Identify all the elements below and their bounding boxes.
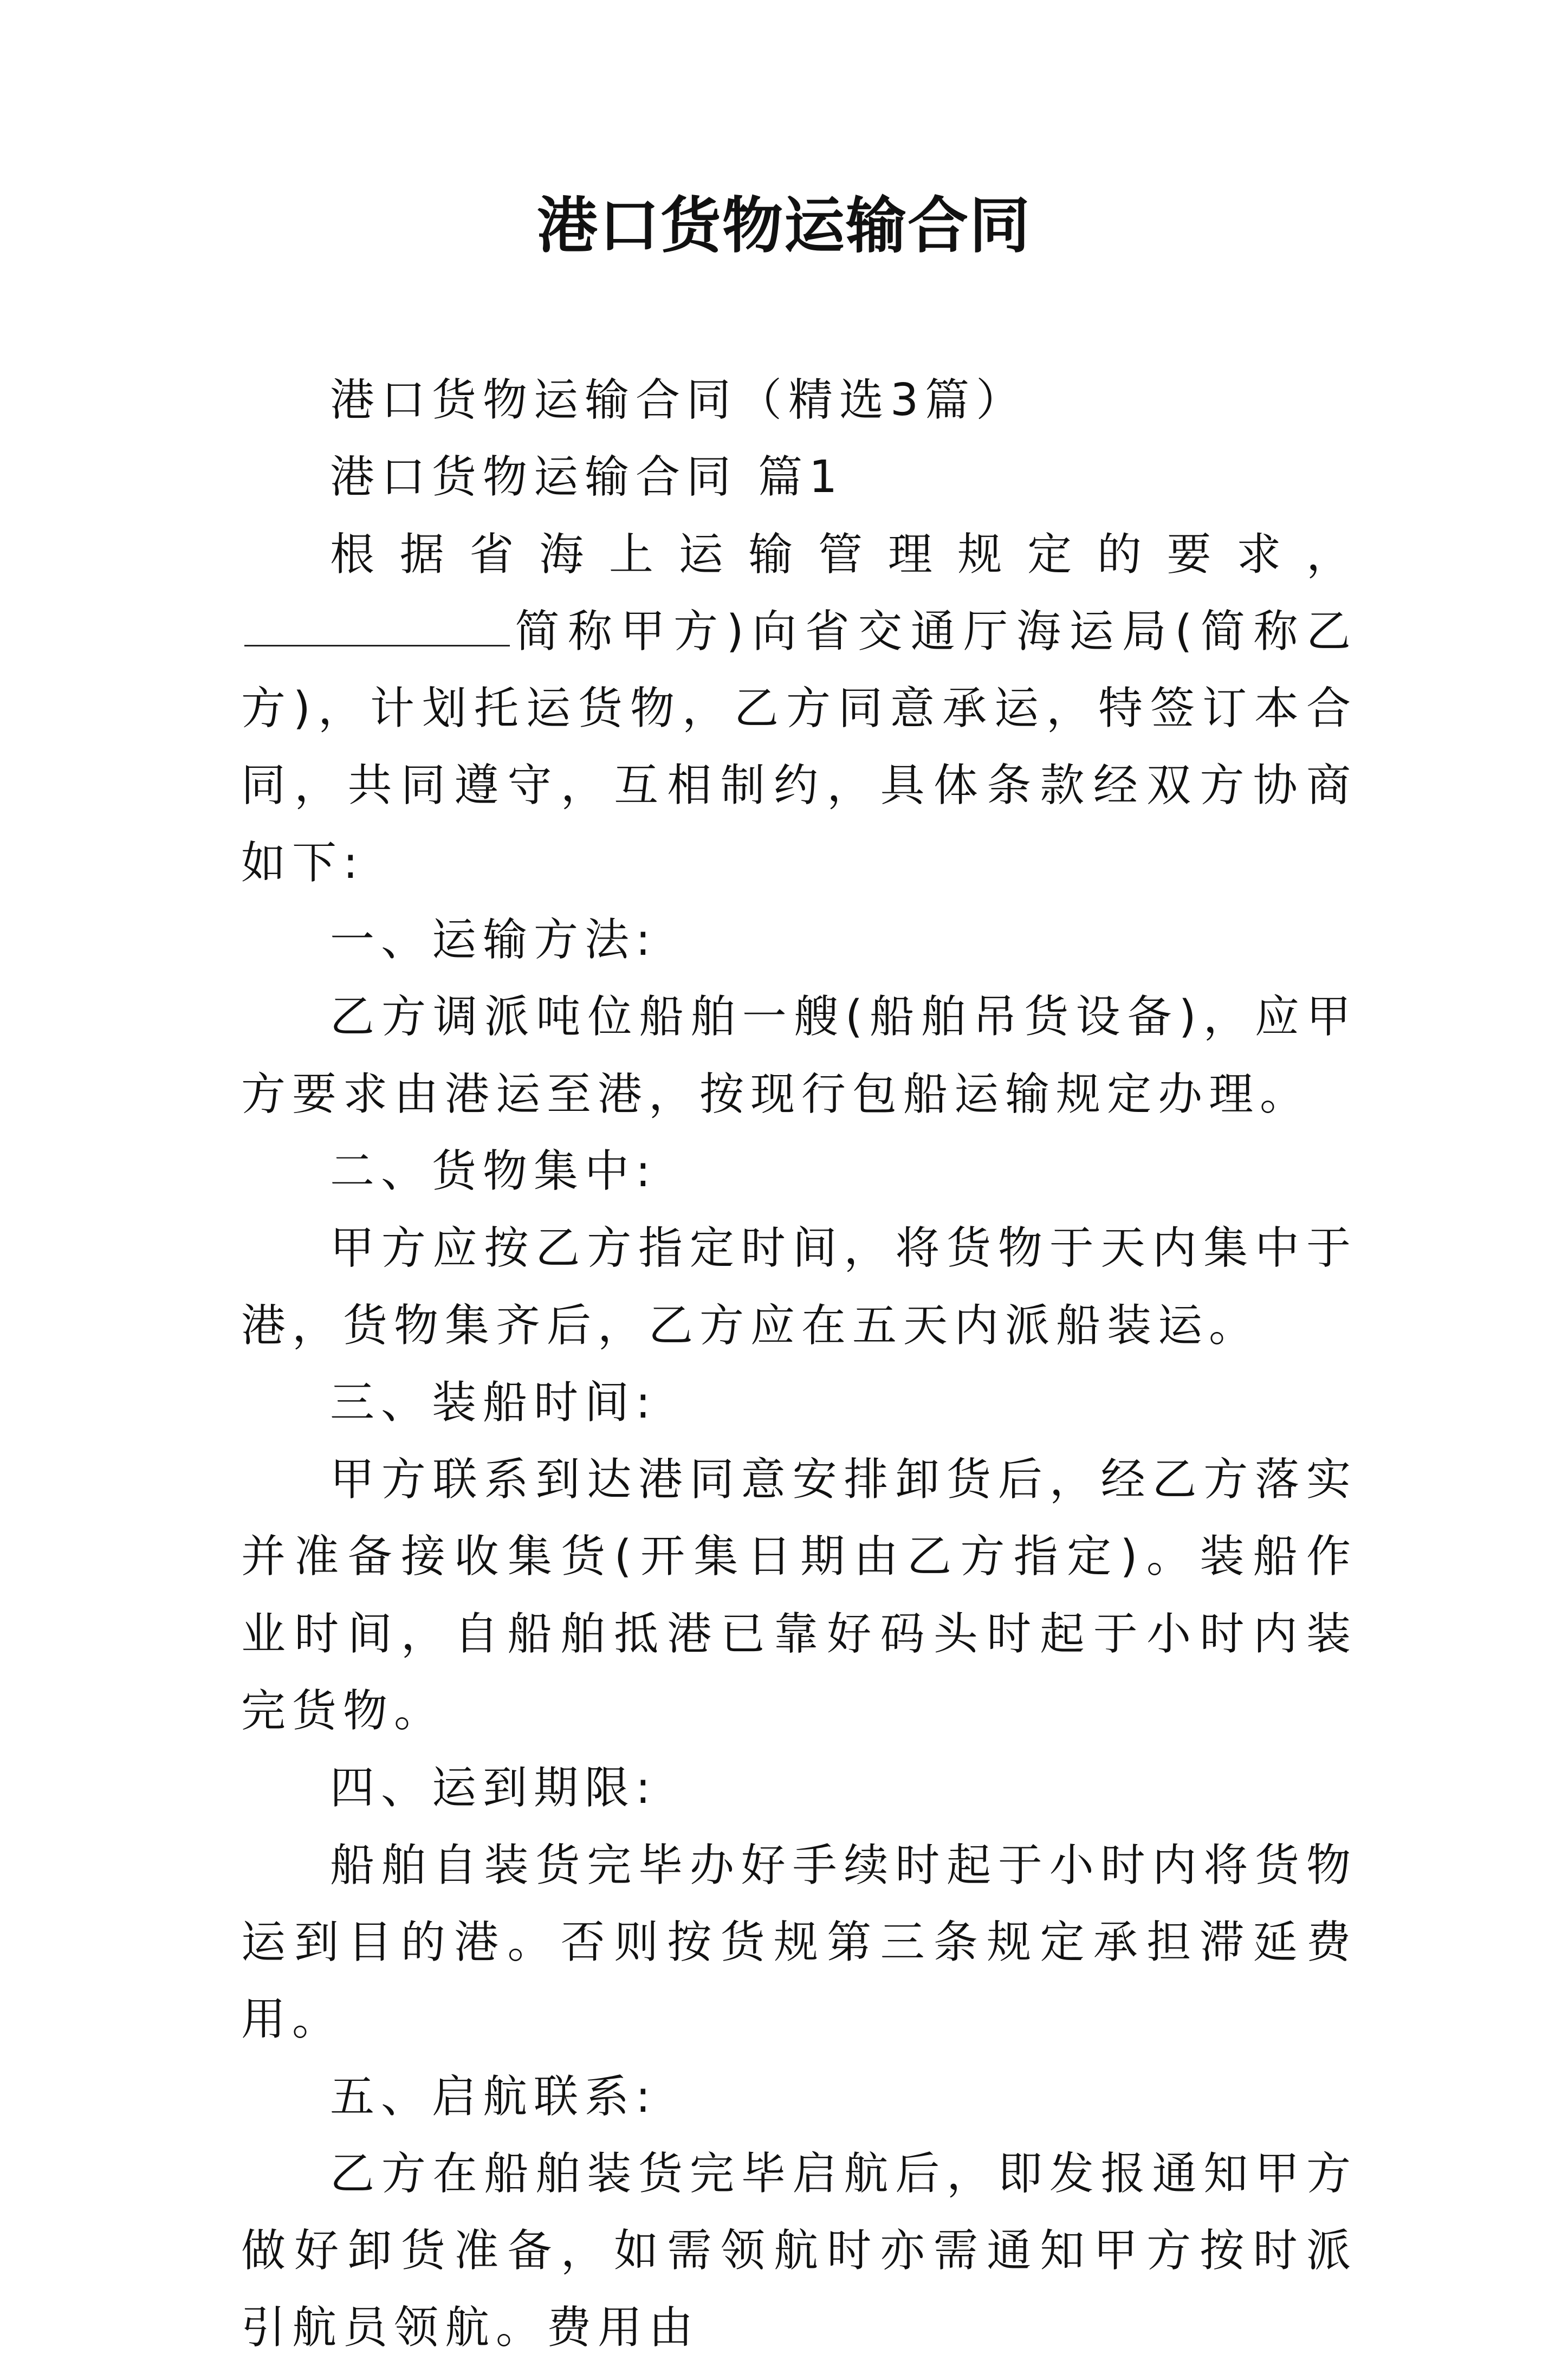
section-heading-1: 一、运输方法: bbox=[330, 914, 657, 966]
intro-text-before: 根据省海上运输管理规定的要求， bbox=[330, 528, 1357, 580]
section-text-5: 乙方在船舶装货完毕启航后，即发报通知甲方做好卸货准备，如需领航时亦需通知甲方按时派引航员领航。费用由 bbox=[241, 2148, 1357, 2354]
section-text-3: 甲方联系到达港同意安排卸货后，经乙方落实并准备接收集货(开集日期由乙方指定)。装船作业时间，自船舶抵港已靠好码头时起于小时内装完货物。 bbox=[241, 1454, 1357, 1737]
document-body bbox=[241, 362, 1357, 2367]
section-heading-2: 二、货物集中: bbox=[330, 1145, 657, 1197]
collection-title: 港口货物运输合同（精选3篇） bbox=[330, 374, 1027, 426]
fill-in-blank bbox=[244, 611, 510, 646]
document-title: 港口货物运输合同 bbox=[537, 190, 1031, 261]
section-heading-5: 五、启航联系: bbox=[330, 2071, 657, 2123]
intro-paragraph bbox=[241, 516, 1357, 902]
section-heading-4: 四、运到期限: bbox=[330, 1762, 657, 1814]
section-text-2: 甲方应按乙方指定时间，将货物于天内集中于港，货物集齐后，乙方应在五天内派船装运。 bbox=[241, 1223, 1357, 1351]
article-heading: 港口货物运输合同 篇1 bbox=[330, 451, 844, 503]
intro-text-after: 简称甲方)向省交通厅海运局(简称乙方)，计划托运货物，乙方同意承运，特签订本合同，共同遵守，互相制约，具体条款经双方协商如下: bbox=[241, 605, 1357, 889]
section-text-1: 乙方调派吨位船舶一艘(船舶吊货设备)，应甲方要求由港运至港，按现行包船运输规定办理。 bbox=[241, 991, 1357, 1120]
section-heading-3: 三、装船时间: bbox=[330, 1376, 657, 1428]
section-text-4: 船舶自装货完毕办好手续时起于小时内将货物运到目的港。否则按货规第三条规定承担滞延费用。 bbox=[241, 1839, 1357, 2046]
